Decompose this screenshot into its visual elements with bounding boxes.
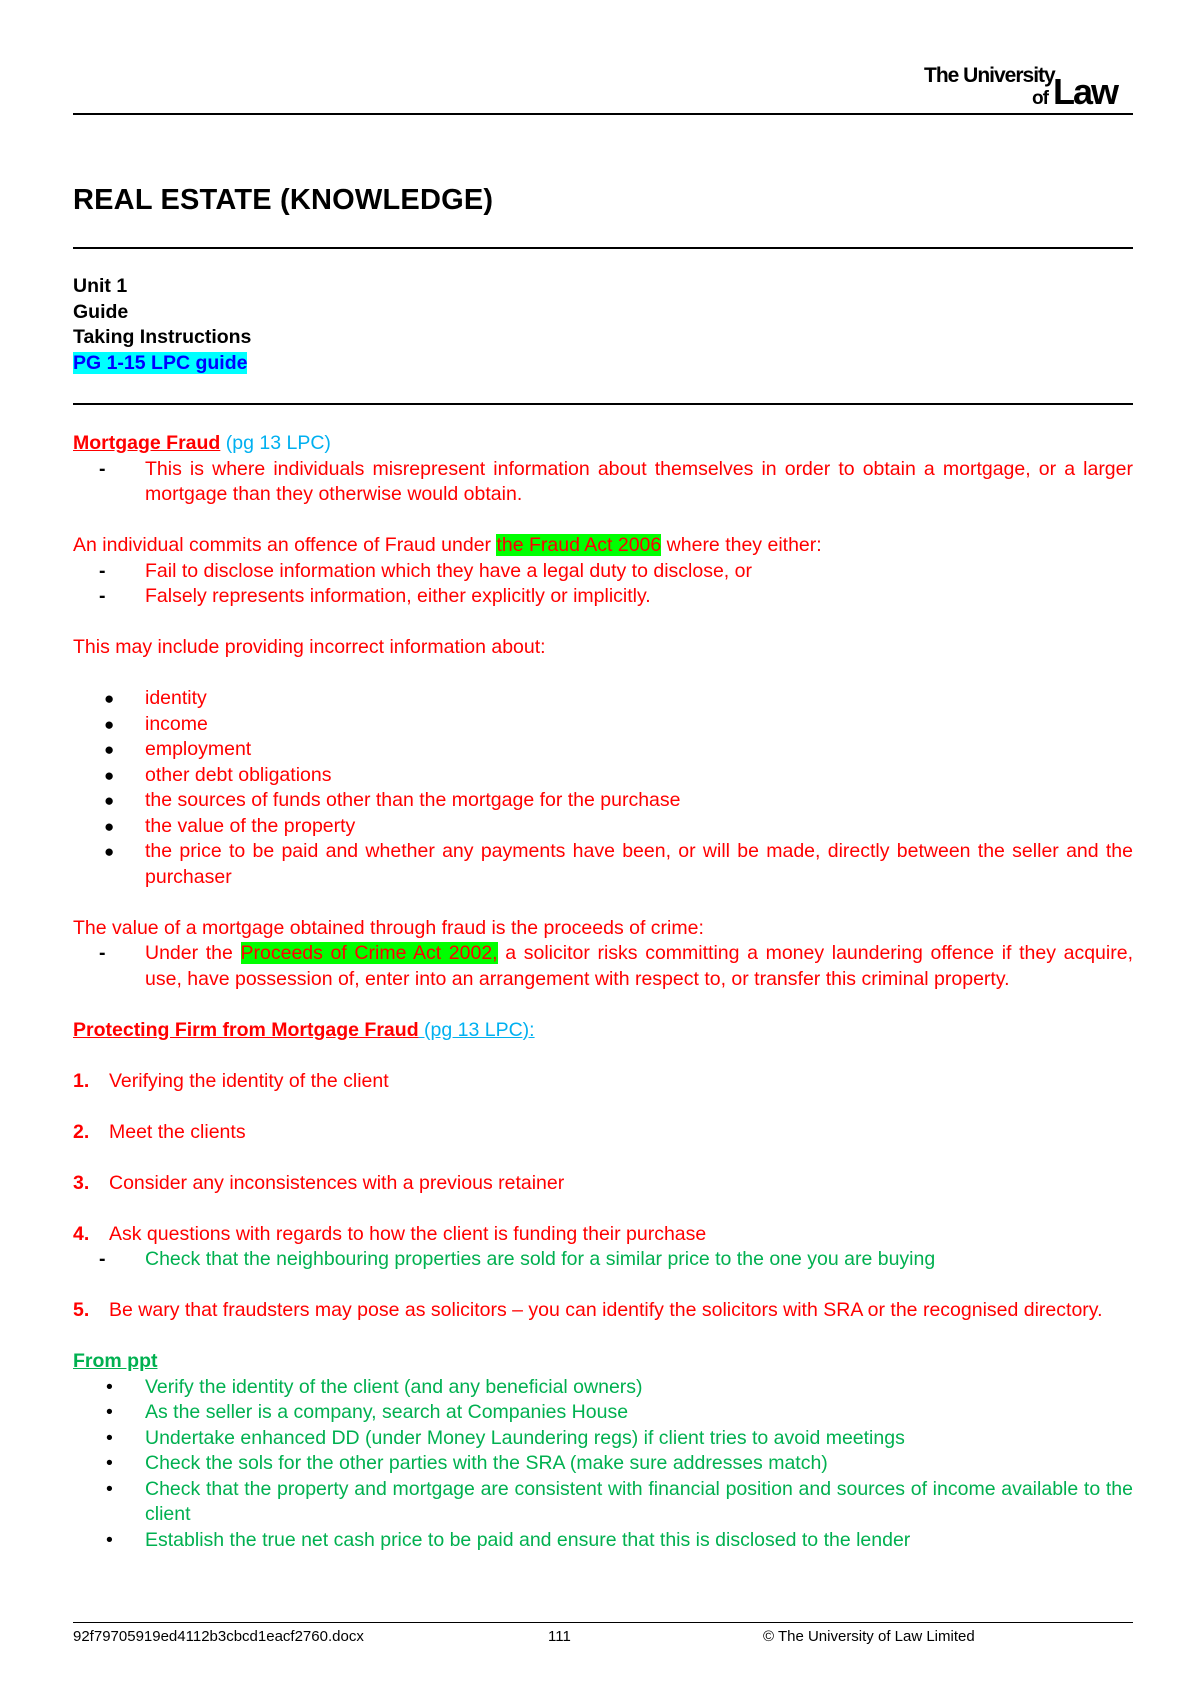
list-item: ● the sources of funds other than the mortgage for the purchase [104,789,681,811]
list-item: • Undertake enhanced DD (under Money Laundering regs) if client tries to avoid meetings [106,1426,905,1449]
list-item: ● other debt obligations [104,763,332,786]
list-item: - Falsely represents information, either explicitly or implicitly. [99,585,651,607]
step-number: 3. [73,1171,90,1194]
title-rule [73,247,1133,249]
ppt-item: Undertake enhanced DD (under Money Laundering regs) if client tries to avoid meetings [145,1426,905,1449]
step-text: Consider any inconsistences with a previous retainer [109,1171,565,1194]
proceeds-post: a solicitor risks committing a money laundering offence if they acquire, use, have possession of, enter into an arrangement with respect to, or transfer this criminal property. [145,942,1133,990]
footer-filename: 92f79705919ed4112b3cbcd1eacf2760.docx [73,1628,364,1645]
include-item: other debt obligations [145,763,332,786]
ppt-item: Check that the property and mortgage are consistent with financial position and sources of income available to the client [145,1477,1133,1525]
proceeds-pre: Under the [145,942,241,964]
footer-copyright: © The University of Law Limited [763,1628,975,1645]
logo-line1: The University [924,64,1055,87]
guide-label: Guide [73,300,129,323]
page-range-label: PG 1-15 LPC guide [73,351,248,374]
list-item: ● identity [104,687,207,709]
include-intro: This may include providing incorrect information about: [73,636,546,658]
offence-item-1: Fail to disclose information which they have a legal duty to disclose, or [145,559,752,582]
topic-label: Taking Instructions [73,326,252,348]
logo-law: Law [1053,71,1118,108]
mortgage-fraud-heading-line [73,431,1133,457]
document-body [73,431,1133,1553]
document-title: REAL ESTATE (KNOWLEDGE) [73,184,494,216]
ppt-item: Establish the true net cash price to be paid and ensure that this is disclosed to the lender [145,1528,911,1551]
list-item [73,1069,1133,1095]
step-number: 1. [73,1069,90,1092]
step-text: Be wary that fraudsters may pose as solicitors – you can identify the solicitors with SRA or the recognised directory. [109,1299,1103,1321]
offence-post: where they either: [661,534,822,556]
ppt-item: Verify the identity of the client (and any beneficial owners) [145,1375,643,1398]
step-text: Verifying the identity of the client [109,1069,389,1092]
proceeds-act-highlight: Proceeds of Crime Act 2002, [240,942,498,964]
include-item: identity [145,687,207,709]
include-item: the sources of funds other than the mortgage for the purchase [145,789,681,811]
proceeds-intro: The value of a mortgage obtained through fraud is the proceeds of crime: [73,916,704,939]
step-number: 4. [73,1222,90,1245]
offence-line [73,533,1133,559]
list-item: • Check that the property and mortgage are consistent with financial position and sources of income available to the client [106,1477,1133,1525]
step-number: 5. [73,1299,90,1321]
fraud-act-highlight: the Fraud Act 2006 [496,534,662,556]
unit-info [73,274,251,376]
list-item: ● income [104,712,208,735]
mortgage-fraud-ref: (pg 13 LPC) [220,432,331,454]
list-item: • Establish the true net cash price to be paid and ensure that this is disclosed to the lender [106,1528,911,1551]
include-item: employment [145,738,252,760]
ppt-item: Check the sols for the other parties with the SRA (make sure addresses match) [145,1452,828,1474]
list-item: • Check the sols for the other parties with the SRA (make sure addresses match) [106,1452,828,1474]
list-item: - This is where individuals misrepresent information about themselves in order to obtain a mortgage, or a larger mortgage than they otherwise would obtain. [99,457,1133,505]
step-text: Meet the clients [109,1120,246,1143]
mortgage-fraud-definition: This is where individuals misrepresent information about themselves in order to obtain a mortgage, or a larger mortgage than they otherwise would obtain. [145,457,1133,505]
ppt-item: As the seller is a company, search at Companies House [145,1401,629,1423]
list-item: ● the value of the property [104,814,356,837]
list-item [73,1120,1133,1146]
list-item: - Fail to disclose information which they have a legal duty to disclose, or [99,559,752,582]
list-item: ● the price to be paid and whether any payments have been, or will be made, directly between the seller and the purchaser [104,840,1133,888]
mortgage-fraud-heading: Mortgage Fraud [73,432,221,454]
footer-rule [73,1622,1133,1623]
protect-heading: Protecting Firm from Mortgage Fraud [73,1018,419,1041]
list-item: • Verify the identity of the client (and any beneficial owners) [106,1375,643,1398]
university-of-law-logo [924,62,1134,108]
offence-pre: An individual commits an offence of Fraud under [73,534,497,556]
list-item: ● employment [104,738,252,760]
section-rule [73,403,1133,405]
ppt-heading: From ppt [73,1350,158,1372]
list-item: - Check that the neighbouring properties are sold for a similar price to the one you are buying [99,1248,936,1270]
step-text: Ask questions with regards to how the client is funding their purchase [109,1222,707,1245]
step4-sub-item: Check that the neighbouring properties are sold for a similar price to the one you are buying [145,1248,936,1270]
offence-item-2: Falsely represents information, either explicitly or implicitly. [145,585,651,607]
protect-ref: (pg 13 LPC): [418,1018,535,1041]
unit-label: Unit 1 [73,275,128,297]
list-item [73,1298,1133,1324]
list-item [73,1222,1133,1248]
include-item: the price to be paid and whether any payments have been, or will be made, directly between the seller and the purchaser [145,840,1133,888]
list-item: • As the seller is a company, search at Companies House [106,1401,629,1423]
list-item [73,1171,1133,1197]
include-item: the value of the property [145,814,356,837]
header-rule [73,113,1133,115]
include-item: income [145,712,208,735]
footer-page-number: 111 [548,1628,571,1645]
step-number: 2. [73,1120,90,1143]
list-item: - Under the Proceeds of Crime Act 2002, a solicitor risks committing a money laundering offence if they acquire, use, have possession of, enter into an arrangement with respect to, or transfer this criminal property. [99,942,1133,990]
logo-of: of [1032,88,1048,108]
protect-heading-line [73,1018,1133,1044]
